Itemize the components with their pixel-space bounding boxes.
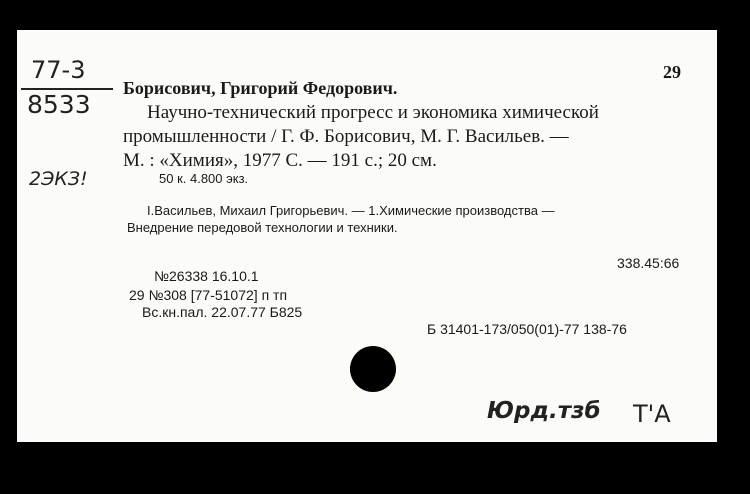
price-line: 50 к. 4.800 экз.	[159, 171, 249, 186]
registry-line-1: №26338 16.10.1	[154, 268, 259, 284]
title-line-3: М. : «Химия», 1977 С. — 191 с.; 20 см.	[123, 150, 437, 171]
catalog-card	[17, 30, 717, 442]
catalog-code: Б 31401-173/050(01)-77 138-76	[427, 321, 627, 337]
classification-index: 338.45:66	[617, 255, 680, 271]
handwritten-note: Юрд.тзб	[487, 398, 601, 424]
side-note: 2ЭКЗ!	[29, 168, 88, 190]
author-heading: Борисович, Григорий Федорович.	[123, 78, 398, 98]
call-number-top: 77-3	[31, 56, 86, 84]
punch-hole	[350, 346, 396, 392]
registry-line-3: Вс.кн.пал. 22.07.77 Б825	[142, 304, 303, 320]
subjects-line-1: I.Васильев, Михаил Григорьевич. — 1.Химические производства —	[147, 203, 555, 218]
page-number: 29	[663, 62, 681, 82]
registry-line-2: 29 №308 [77-51072] п тп	[129, 287, 288, 303]
call-number-bottom: 8533	[27, 90, 91, 119]
subjects-line-2: Внедрение передовой технологии и техники.	[127, 220, 398, 235]
title-line-2: промышленности / Г. Ф. Борисович, М. Г. Васильев. —	[123, 126, 569, 147]
handwritten-initials: Т'А	[633, 400, 671, 428]
title-line-1: Научно-технический прогресс и экономика химической	[147, 102, 599, 123]
